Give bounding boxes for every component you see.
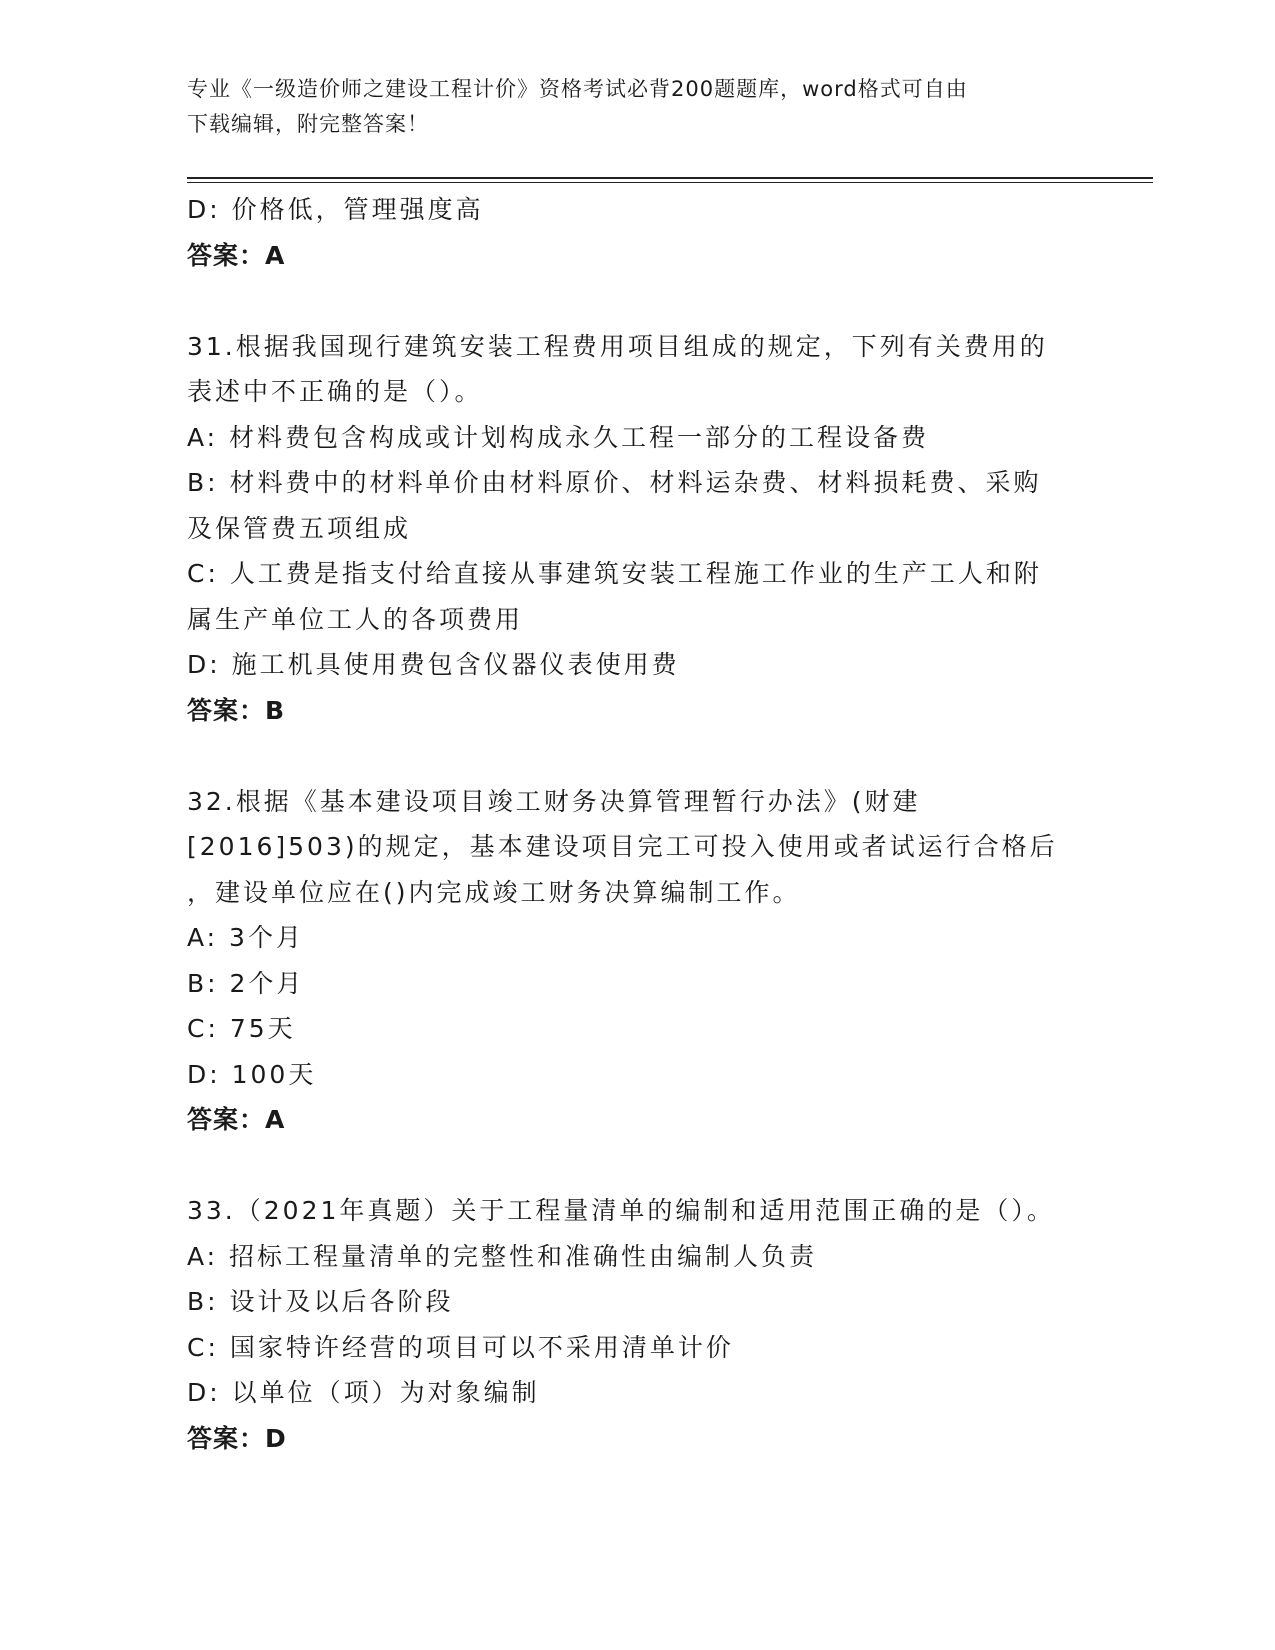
option-d: D: 以单位（项）为对象编制: [187, 1378, 540, 1407]
header-line-2: 下载编辑，附完整答案！: [187, 112, 429, 136]
spacer: [187, 733, 1117, 779]
spacer: [187, 1143, 1117, 1189]
question-list: [187, 187, 1117, 1461]
option-b-line: 及保管费五项组成: [187, 513, 412, 543]
question-stem-line: [2016]503)的规定，基本建设项目完工可投入使用或者试运行合格后: [187, 832, 1058, 861]
document-header: [187, 72, 1087, 142]
header-divider: [187, 177, 1153, 183]
option-b: B: 2个月: [187, 968, 305, 998]
option-a: A: 材料费包含构成或计划构成永久工程一部分的工程设备费: [187, 422, 930, 452]
option-d: D: 价格低，管理强度高: [187, 195, 484, 224]
header-line-1: 专业《一级造价师之建设工程计价》资格考试必背200题题库，word格式可自由: [187, 77, 968, 101]
option-a: A: 招标工程量清单的完整性和准确性由编制人负责: [187, 1241, 818, 1271]
option-c-line: C: 人工费是指支付给直接从事建筑安装工程施工作业的生产工人和附: [187, 559, 1042, 588]
question-stem-line: 31.根据我国现行建筑安装工程费用项目组成的规定，下列有关费用的: [187, 331, 1048, 361]
answer: 答案：D: [187, 1423, 287, 1453]
option-c-line: 属生产单位工人的各项费用: [187, 604, 524, 634]
option-d: D: 施工机具使用费包含仪器仪表使用费: [187, 650, 680, 679]
answer: 答案：A: [187, 1105, 286, 1134]
question-32: [187, 779, 1117, 1143]
option-b: B: 设计及以后各阶段: [187, 1287, 454, 1316]
option-c: C: 国家特许经营的项目可以不采用清单计价: [187, 1332, 734, 1362]
question-stem-line: 32.根据《基本建设项目竣工财务决算管理暂行办法》(财建: [187, 786, 921, 816]
answer: 答案：B: [187, 695, 286, 725]
option-b-line: B: 材料费中的材料单价由材料原价、材料运杂费、材料损耗费、采购: [187, 468, 1042, 497]
answer: 答案：A: [187, 240, 286, 270]
question-stem-line: ，建设单位应在()内完成竣工财务决算编制工作。: [187, 877, 801, 907]
option-c: C: 75天: [187, 1014, 296, 1043]
question-stem-line: 表述中不正确的是（）。: [187, 377, 483, 406]
option-a: A: 3个月: [187, 923, 304, 952]
spacer: [187, 278, 1117, 324]
question-stem-line: 33.（2021年真题）关于工程量清单的编制和适用范围正确的是（）。: [187, 1196, 1055, 1225]
option-d: D: 100天: [187, 1059, 317, 1089]
question-30-tail: [187, 187, 1117, 278]
question-31: [187, 324, 1117, 734]
question-33: [187, 1188, 1117, 1461]
